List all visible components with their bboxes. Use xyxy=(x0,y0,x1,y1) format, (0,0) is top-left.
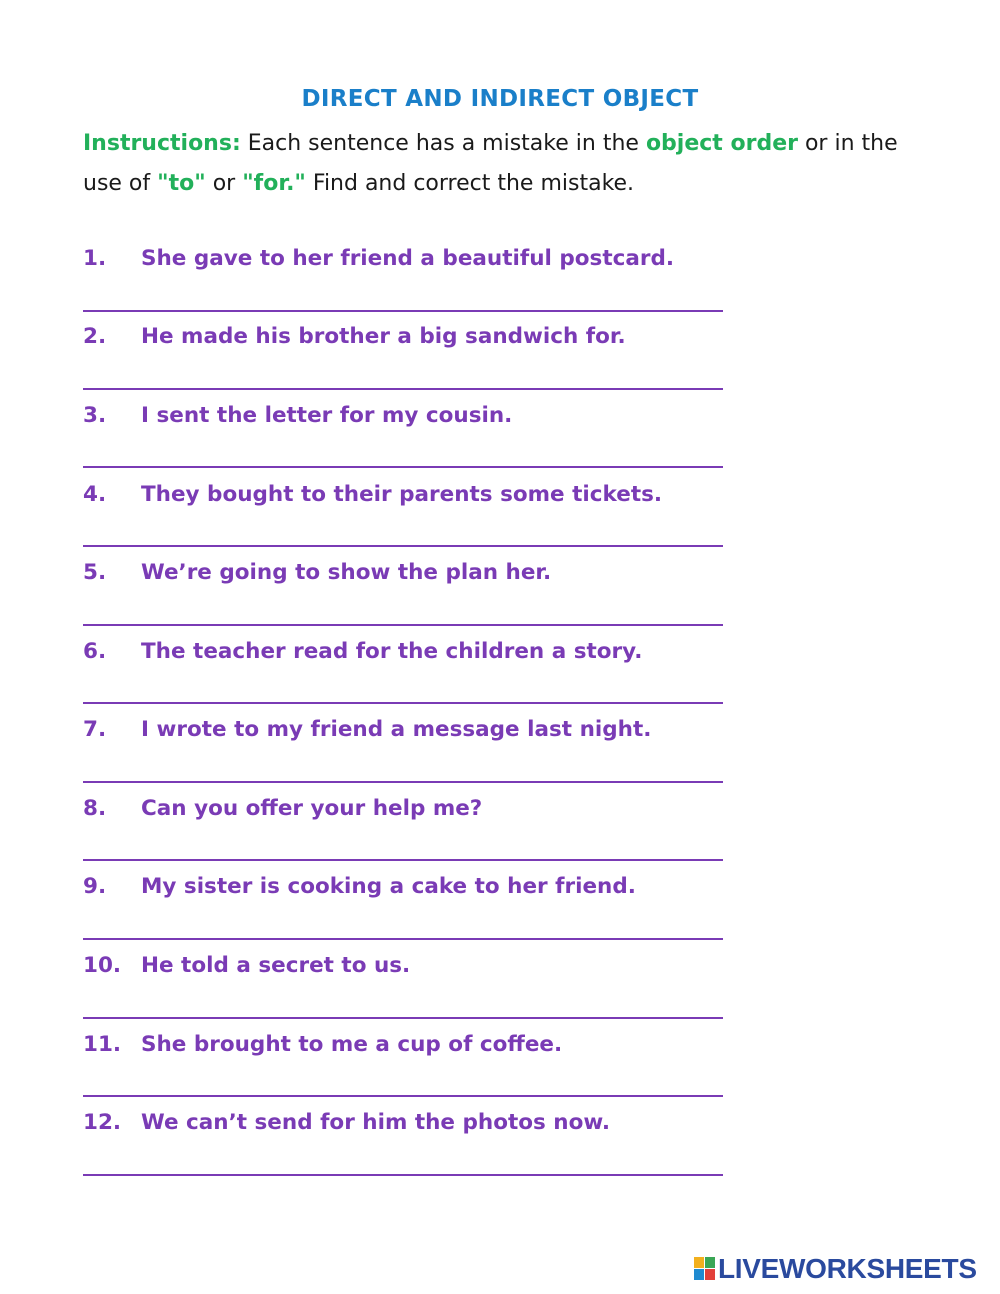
page-title: DIRECT AND INDIRECT OBJECT xyxy=(301,86,699,112)
item-sentence: We’re going to show the plan her. xyxy=(141,560,552,585)
answer-line-11[interactable] xyxy=(83,1095,723,1097)
instructions-highlight-for: "for." xyxy=(242,171,306,196)
exercise-item-6 xyxy=(83,639,783,664)
item-number: 4. xyxy=(83,482,107,507)
brand-name: LIVEWORKSHEETS xyxy=(718,1253,977,1284)
exercise-item-3 xyxy=(83,403,783,428)
item-sentence: I sent the letter for my cousin. xyxy=(141,403,513,428)
item-number: 11. xyxy=(83,1032,122,1057)
item-number: 12. xyxy=(83,1110,122,1135)
item-sentence: We can’t send for him the photos now. xyxy=(141,1110,611,1135)
liveworksheets-brand[interactable] xyxy=(694,1254,977,1284)
answer-line-12[interactable] xyxy=(83,1174,723,1176)
instructions-highlight-to: "to" xyxy=(157,171,206,196)
answer-line-6[interactable] xyxy=(83,702,723,704)
instructions-highlight-object-order: object order xyxy=(645,131,798,156)
item-number: 8. xyxy=(83,796,107,821)
liveworksheets-logo-icon xyxy=(694,1257,716,1281)
item-sentence: I wrote to my friend a message last night. xyxy=(141,717,652,742)
exercise-item-1 xyxy=(83,246,783,271)
item-number: 3. xyxy=(83,403,107,428)
item-number: 9. xyxy=(83,874,107,899)
item-sentence: He told a secret to us. xyxy=(141,953,411,978)
item-number: 2. xyxy=(83,324,107,349)
item-sentence: He made his brother a big sandwich for. xyxy=(141,324,626,349)
item-sentence: The teacher read for the children a story. xyxy=(141,639,643,664)
answer-line-4[interactable] xyxy=(83,545,723,547)
item-number: 7. xyxy=(83,717,107,742)
instructions-label: Instructions: xyxy=(83,131,241,156)
instructions-text-4: Find and correct the mistake. xyxy=(305,171,635,196)
item-sentence: She gave to her friend a beautiful postcard. xyxy=(141,246,675,271)
exercise-item-2 xyxy=(83,324,783,349)
exercise-item-10 xyxy=(83,953,783,978)
item-sentence: Can you offer your help me? xyxy=(141,796,483,821)
exercise-item-8 xyxy=(83,796,783,821)
answer-line-3[interactable] xyxy=(83,466,723,468)
exercise-item-9 xyxy=(83,874,783,899)
answer-line-10[interactable] xyxy=(83,1017,723,1019)
item-number: 10. xyxy=(83,953,122,978)
item-sentence: They bought to their parents some tickets. xyxy=(141,482,663,507)
answer-line-2[interactable] xyxy=(83,388,723,390)
exercise-item-7 xyxy=(83,717,783,742)
answer-line-5[interactable] xyxy=(83,624,723,626)
exercise-item-5 xyxy=(83,560,783,585)
instructions-text-3: or xyxy=(205,171,243,196)
item-sentence: She brought to me a cup of coffee. xyxy=(141,1032,563,1057)
instructions xyxy=(83,124,923,204)
answer-line-8[interactable] xyxy=(83,859,723,861)
answer-line-7[interactable] xyxy=(83,781,723,783)
instructions-text-1: Each sentence has a mistake in the xyxy=(240,131,646,156)
instructions-text-2: or in the use of xyxy=(83,131,898,196)
item-number: 5. xyxy=(83,560,107,585)
exercise-item-11 xyxy=(83,1032,783,1057)
item-number: 1. xyxy=(83,246,107,271)
item-number: 6. xyxy=(83,639,107,664)
exercise-item-4 xyxy=(83,482,783,507)
answer-line-1[interactable] xyxy=(83,310,723,312)
exercise-item-12 xyxy=(83,1110,783,1135)
item-sentence: My sister is cooking a cake to her friend. xyxy=(141,874,636,899)
answer-line-9[interactable] xyxy=(83,938,723,940)
